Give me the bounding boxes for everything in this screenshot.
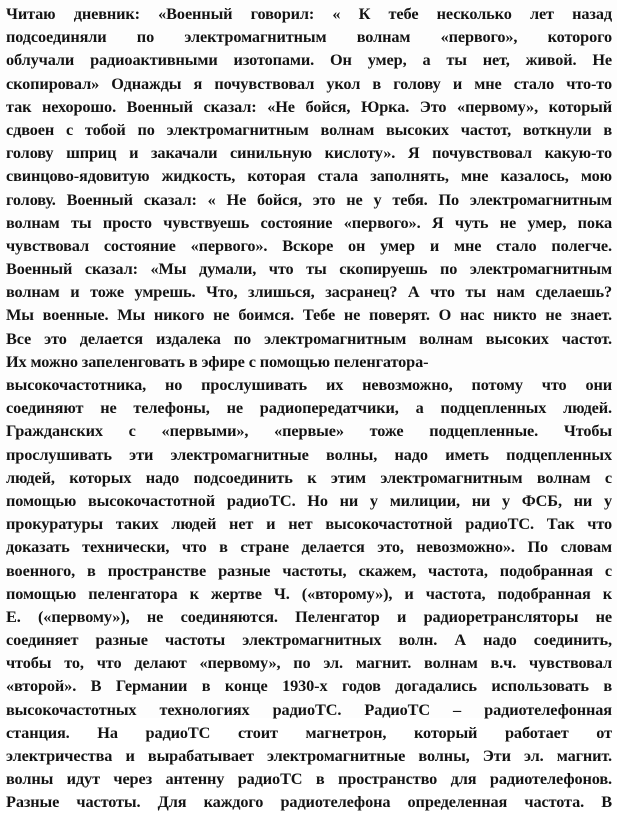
text-line: голову. Военный сказал: « Не бойся, это не у тебя. По электромагнитным bbox=[6, 189, 612, 209]
text-line: Мы военные. Мы никого не боимся. Тебе не поверят. О нас никто не знает. bbox=[6, 305, 612, 325]
text-line: военного, в пространстве разные частоты, скажем, частота, подобранная с bbox=[6, 560, 612, 580]
text-line: Читаю дневник: «Военный говорил: « К тебе несколько лет назад bbox=[6, 4, 612, 23]
text-line: свинцово-ядовитую жидкость, которая стала заполнять, мне казалось, мою bbox=[6, 166, 612, 186]
text-line: волны идут через антенну радиоТС в пространство для радиотелефонов. bbox=[6, 769, 612, 789]
text-line: волнам и тоже умрешь. Что, злишься, засранец? А что ты нам сделаешь? bbox=[6, 282, 612, 302]
text-line: Е. («первому»), не соединяются. Пеленгатор и радиоретрансляторы не bbox=[6, 606, 612, 626]
text-line: Все это делается издалека по электромагнитным волнам высоких частот. bbox=[6, 328, 612, 348]
text-line: станция. На радиоТС стоит магнетрон, который работает от bbox=[6, 722, 612, 742]
text-line: так нехорошо. Военный сказал: «Не бойся, Юрка. Это «первому», который bbox=[6, 96, 612, 116]
text-line: доказать технически, что в стране делается это, невозможно». По словам bbox=[6, 537, 612, 557]
text-line: высокочастотника, но прослушивать их невозможно, потому что они bbox=[6, 375, 612, 395]
text-line: подсоединяли по электромагнитным волнам «первого», которого bbox=[6, 27, 612, 47]
text-line: людей, которых надо подсоединить к этим электромагнитным волнам с bbox=[6, 467, 612, 487]
text-line: облучали радиоактивными изотопами. Он умер, а ты нет, живой. Не bbox=[6, 50, 612, 70]
text-line: высокочастотных технологиях радиоТС. РадиоТС – радиотелефонная bbox=[6, 699, 612, 719]
text-line: прокуратуры таких людей нет и нет высокочастотной радиоТС. Так что bbox=[6, 514, 612, 534]
text-line: чувствовал состояние «первого». Вскоре он умер и мне стало полегче. bbox=[6, 235, 612, 255]
text-line: помощью пеленгатора к жертве Ч. («второму»), и частота, подобранная к bbox=[6, 583, 612, 603]
text-line: скопировал» Однажды я почувствовал укол в голову и мне стало что-то bbox=[6, 73, 612, 93]
text-line: голову шприц и закачали синильную кислоту». Я почувствовал какую-то bbox=[6, 143, 612, 163]
text-line: Разные частоты. Для каждого радиотелефона определенная частота. В bbox=[6, 792, 612, 812]
text-line: электричества и вырабатывает электромагнитные волны, Эти эл. магнит. bbox=[6, 746, 612, 766]
text-line: Их можно запеленговать в эфире с помощью пеленгатора- bbox=[6, 351, 429, 371]
text-line: соединяет разные частоты электромагнитных волн. А надо соединить, bbox=[6, 630, 612, 650]
text-line: чтобы то, что делают «первому», по эл. магнит. волнам в.ч. чувствовал bbox=[6, 653, 612, 673]
text-line: Гражданских с «первыми», «первые» тоже подцепленные. Чтобы bbox=[6, 421, 612, 441]
text-line: помощью высокочастотной радиоТС. Но ни у милиции, ни у ФСБ, ни у bbox=[6, 490, 612, 510]
text-line: Военный сказал: «Мы думали, что ты скопируешь по электромагнитным bbox=[6, 259, 612, 279]
text-line: «второй». В Германии в конце 1930-х годов догадались использовать в bbox=[6, 676, 612, 696]
body-text bbox=[6, 2, 612, 814]
text-line: сдвоен с тобой по электромагнитным волнам высоких частот, воткнули в bbox=[6, 119, 612, 139]
text-line: прослушивать эти электромагнитные волны, надо иметь подцепленных bbox=[6, 444, 612, 464]
text-line: соединяют не телефоны, не радиопередатчики, а подцепленных людей. bbox=[6, 398, 612, 418]
text-line: волнам ты просто чувствуешь состояние «первого». Я чуть не умер, пока bbox=[6, 212, 612, 232]
